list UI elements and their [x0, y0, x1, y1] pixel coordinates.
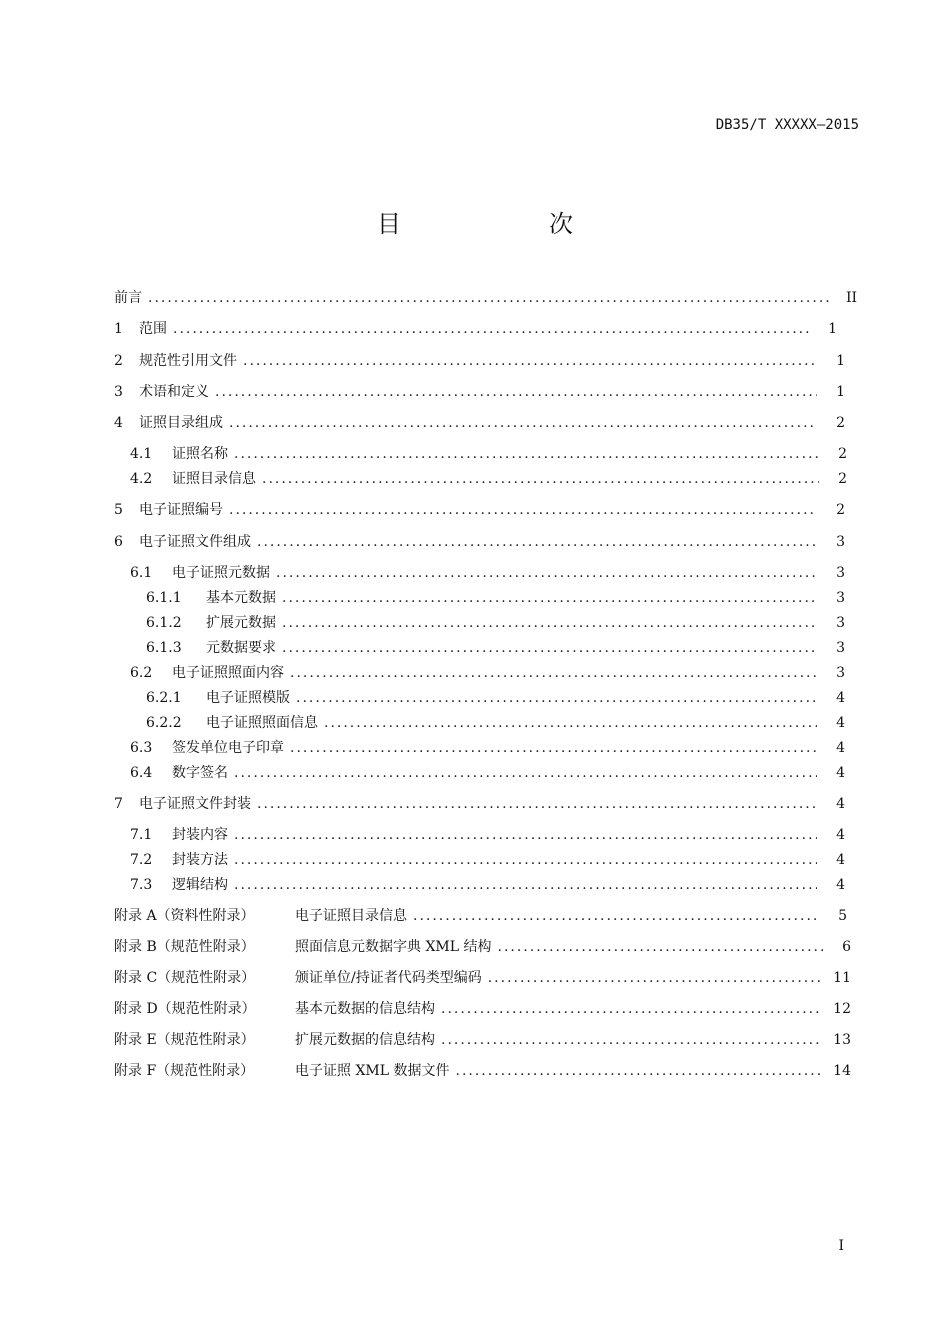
toc-entry-text: 电子证照元数据	[172, 565, 270, 581]
toc-leader	[234, 764, 817, 782]
toc-page-number: 4	[836, 796, 845, 812]
toc-entry[interactable]	[146, 689, 859, 707]
toc-entry[interactable]	[114, 533, 859, 551]
toc-entry-text: 颁证单位/持证者代码类型编码	[295, 970, 482, 986]
toc-leader	[262, 470, 819, 488]
toc-leader	[282, 614, 817, 632]
toc-entry-text: 证照名称	[172, 446, 228, 462]
toc-page-number: II	[845, 290, 857, 306]
toc-entry-number: 1	[114, 321, 123, 337]
toc-entry-appendix[interactable]	[114, 938, 859, 956]
toc-page-number: 4	[836, 715, 845, 731]
toc-appendix-label: 附录 D（规范性附录）	[114, 1001, 256, 1017]
toc-page-number: 4	[836, 827, 845, 843]
toc-page-number: 1	[836, 353, 845, 369]
toc-entry-number: 6.2	[130, 665, 153, 681]
toc-page-number: 2	[836, 502, 845, 518]
toc-page-number: 3	[836, 565, 845, 581]
toc-page-number: 11	[833, 970, 851, 986]
toc-appendix-label: 附录 A（资料性附录）	[114, 908, 255, 924]
toc-entry-text: 封装方法	[172, 852, 228, 868]
toc-entry-appendix[interactable]	[114, 1062, 859, 1080]
toc-entry-text: 逻辑结构	[172, 877, 228, 893]
toc-entry-text: 证照目录组成	[139, 415, 223, 431]
toc-entry[interactable]	[146, 589, 859, 607]
toc-page-number: 14	[833, 1063, 851, 1079]
toc-entry[interactable]	[130, 826, 859, 844]
toc-leader	[229, 414, 817, 432]
toc-entry-number: 4	[114, 415, 123, 431]
toc-entry[interactable]	[146, 639, 859, 657]
toc-entry-number: 6	[114, 534, 123, 550]
toc-page-number: 3	[836, 640, 845, 656]
toc-entry-text: 元数据要求	[206, 640, 276, 656]
toc-entry-number: 7.2	[130, 852, 153, 868]
toc-leader	[257, 795, 817, 813]
toc-page-number: 4	[836, 740, 845, 756]
toc-page-number: 4	[836, 690, 845, 706]
toc-entry-text: 电子证照文件封装	[139, 796, 251, 812]
toc-page-number: 2	[838, 471, 847, 487]
toc-entry[interactable]	[130, 851, 859, 869]
toc-appendix-label: 附录 B（规范性附录）	[114, 939, 255, 955]
toc-entry-text: 签发单位电子印章	[172, 740, 284, 756]
toc-page-number: 3	[836, 615, 845, 631]
toc-entry-text: 电子证照 XML 数据文件	[295, 1063, 450, 1079]
toc-entry-text: 范围	[139, 321, 167, 337]
toc-entry-text: 前言	[114, 290, 142, 306]
toc-leader	[234, 876, 817, 894]
toc-entry-number: 6.2.1	[146, 690, 182, 706]
toc-entry-text: 规范性引用文件	[139, 353, 237, 369]
toc-entry-number: 6.3	[130, 740, 153, 756]
toc-entry[interactable]	[114, 501, 859, 519]
page-number: I	[838, 1238, 844, 1254]
toc-page-number: 2	[836, 415, 845, 431]
toc-entry[interactable]	[130, 876, 859, 894]
toc-entry-number: 4.2	[130, 471, 153, 487]
toc-page-number: 1	[828, 321, 837, 337]
toc-entry-text: 电子证照编号	[139, 502, 223, 518]
toc-entry[interactable]	[114, 352, 859, 370]
page-title: 目 次	[377, 210, 635, 238]
toc-leader	[173, 320, 809, 338]
toc-entry-appendix[interactable]	[114, 1000, 859, 1018]
toc-entry[interactable]	[114, 414, 859, 432]
toc-entry-number: 6.1.3	[146, 640, 182, 656]
toc-page-number: 12	[833, 1001, 851, 1017]
toc-entry-text: 电子证照目录信息	[295, 908, 407, 924]
toc-entry-number: 4.1	[130, 446, 153, 462]
toc-entry[interactable]	[114, 383, 859, 401]
toc-entry-number: 7.1	[130, 827, 153, 843]
toc-leader	[282, 639, 817, 657]
toc-entry-text: 扩展元数据	[206, 615, 276, 631]
toc-leader	[276, 564, 817, 582]
toc-entry-text: 术语和定义	[139, 384, 209, 400]
toc-entry[interactable]	[130, 470, 859, 488]
toc-leader	[290, 739, 817, 757]
toc-entry-number: 6.2.2	[146, 715, 182, 731]
toc-entry[interactable]	[114, 795, 859, 813]
toc-entry[interactable]	[130, 445, 859, 463]
toc-entry-number: 7	[114, 796, 123, 812]
toc-page-number: 4	[836, 852, 845, 868]
toc-leader	[488, 969, 823, 987]
toc-entry-appendix[interactable]	[114, 969, 859, 987]
toc-leader	[215, 383, 817, 401]
toc-leader	[243, 352, 817, 370]
toc-appendix-label: 附录 C（规范性附录）	[114, 970, 256, 986]
document-code: DB35/T XXXXX—2015	[715, 117, 859, 133]
toc-entry-text: 封装内容	[172, 827, 228, 843]
toc-entry-number: 7.3	[130, 877, 153, 893]
toc-entry-text: 电子证照文件组成	[139, 534, 251, 550]
toc-entry-number: 5	[114, 502, 123, 518]
toc-entry-appendix[interactable]	[114, 907, 859, 925]
toc-page-number: 3	[836, 665, 845, 681]
toc-entry-number: 2	[114, 353, 123, 369]
toc-appendix-label: 附录 F（规范性附录）	[114, 1063, 255, 1079]
toc-page-number: 4	[836, 765, 845, 781]
toc-leader	[441, 1000, 823, 1018]
toc-entry[interactable]	[114, 320, 859, 338]
toc-leader	[148, 289, 829, 307]
toc-entry[interactable]	[130, 739, 859, 757]
toc-leader	[413, 907, 819, 925]
toc-leader	[257, 533, 817, 551]
toc-entry-number: 6.1	[130, 565, 153, 581]
toc-leader	[234, 826, 817, 844]
toc-page-number: 13	[833, 1032, 851, 1048]
toc-page-number: 2	[838, 446, 847, 462]
toc-leader	[456, 1062, 824, 1080]
toc-page-number: 5	[838, 908, 847, 924]
toc-entry-foreword[interactable]	[114, 289, 859, 307]
toc-page-number: 1	[836, 384, 845, 400]
toc-entry-text: 照面信息元数据字典 XML 结构	[295, 939, 492, 955]
toc-entry-appendix[interactable]	[114, 1031, 859, 1049]
toc-entry-text: 电子证照模版	[206, 690, 290, 706]
toc-entry[interactable]	[130, 664, 859, 682]
toc-entry-text: 基本元数据的信息结构	[295, 1001, 435, 1017]
toc-leader	[324, 714, 817, 732]
toc-page-number: 3	[836, 534, 845, 550]
toc-entry-number: 3	[114, 384, 123, 400]
toc-entry-text: 电子证照照面信息	[206, 715, 318, 731]
toc-leader	[229, 501, 817, 519]
toc-entry-number: 6.1.1	[146, 590, 182, 606]
toc-leader	[290, 664, 817, 682]
toc-leader	[296, 689, 817, 707]
toc-entry-text: 扩展元数据的信息结构	[295, 1032, 435, 1048]
toc-entry-text: 证照目录信息	[172, 471, 256, 487]
toc-leader	[441, 1031, 823, 1049]
toc-page-number: 3	[836, 590, 845, 606]
toc-leader	[234, 851, 817, 869]
toc-entry-text: 基本元数据	[206, 590, 276, 606]
toc-entry[interactable]	[130, 564, 859, 582]
toc-appendix-label: 附录 E（规范性附录）	[114, 1032, 255, 1048]
toc-leader	[498, 938, 824, 956]
toc-entry[interactable]	[146, 714, 859, 732]
toc-entry[interactable]	[146, 614, 859, 632]
toc-entry-text: 数字签名	[172, 765, 228, 781]
toc-entry[interactable]	[130, 764, 859, 782]
toc-entry-number: 6.1.2	[146, 615, 182, 631]
toc-leader	[282, 589, 817, 607]
toc-page-number: 4	[836, 877, 845, 893]
toc-leader	[234, 445, 819, 463]
toc-entry-number: 6.4	[130, 765, 153, 781]
toc-entry-text: 电子证照照面内容	[172, 665, 284, 681]
toc-page-number: 6	[842, 939, 851, 955]
